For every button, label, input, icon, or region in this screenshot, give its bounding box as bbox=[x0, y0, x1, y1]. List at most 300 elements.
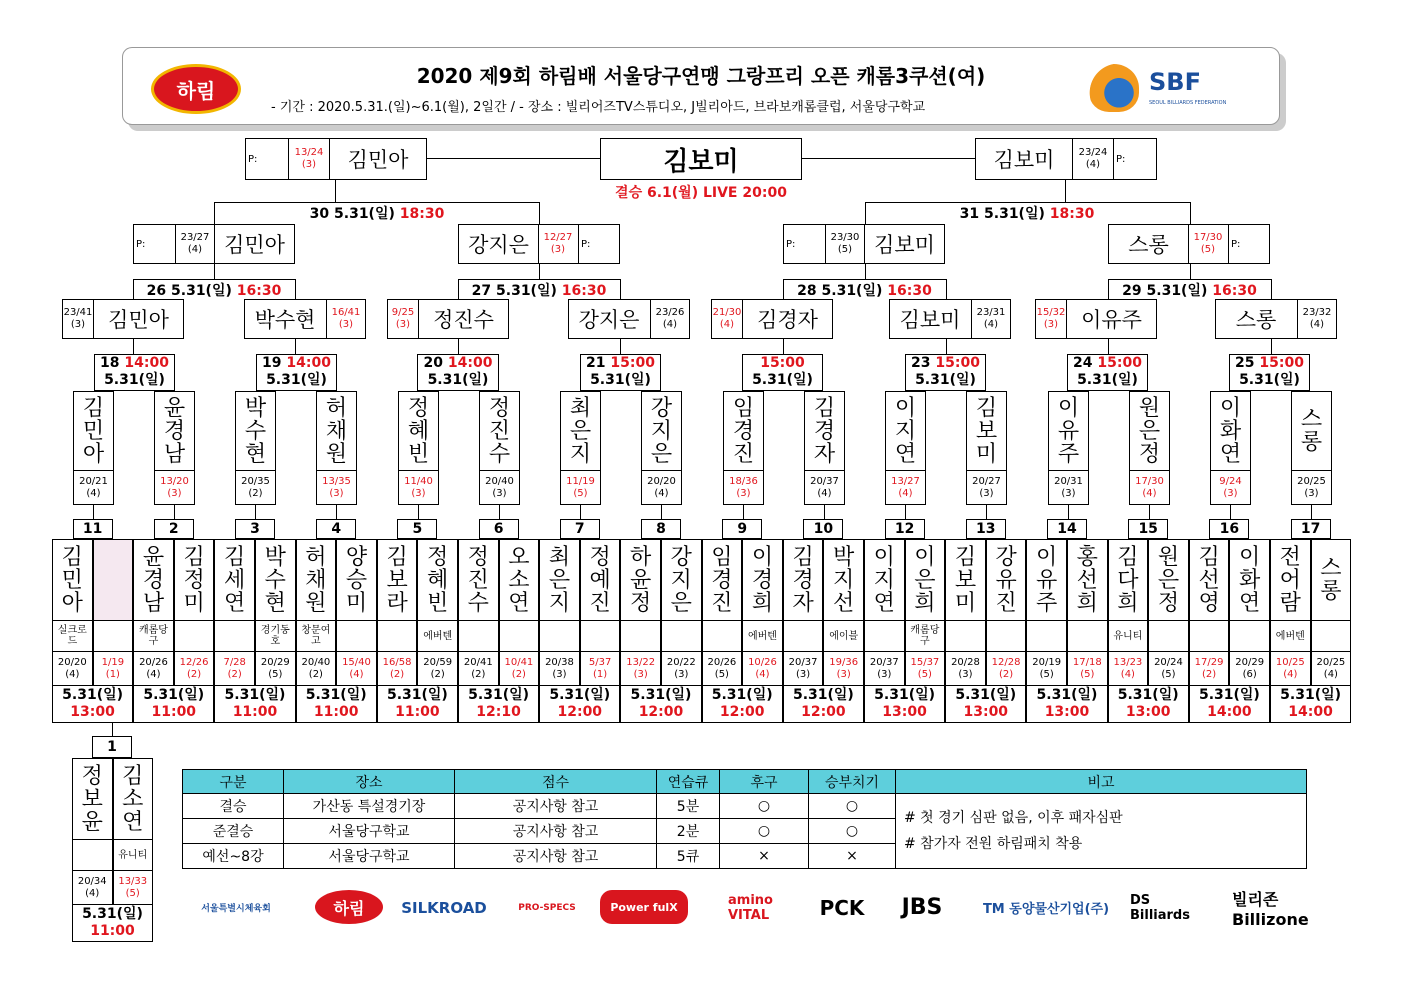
player-name: 김 선 영 bbox=[1198, 544, 1220, 616]
bracket-line bbox=[824, 505, 825, 519]
player-name: 김 소 연 bbox=[122, 763, 144, 835]
player-name: 임 경 진 bbox=[711, 544, 733, 616]
player-name: 이 유 주 bbox=[1057, 395, 1080, 467]
bracket-line bbox=[112, 723, 113, 736]
sponsor-logo: TM 동양물산기업(주) bbox=[982, 902, 1110, 917]
score-label: 15/32 (3) bbox=[1036, 307, 1066, 330]
bracket-line bbox=[427, 158, 600, 159]
player-name: 김민아 bbox=[224, 233, 285, 257]
player-name: 김경자 bbox=[757, 308, 818, 332]
player-name: 허 채 원 bbox=[305, 544, 327, 616]
score-label: 20/26 (5) bbox=[707, 656, 737, 680]
bracket-line bbox=[93, 505, 94, 519]
table-header: 후구 bbox=[720, 770, 809, 794]
score-label: 23/30 (5) bbox=[830, 232, 860, 255]
score-label: 20/26 (4) bbox=[139, 656, 168, 680]
match-number: 1 bbox=[107, 739, 117, 755]
player-name: 강 지 은 bbox=[650, 395, 673, 467]
score-label: 13/22 (3) bbox=[626, 656, 656, 680]
bracket-line bbox=[1108, 339, 1109, 354]
score-label: 20/37 (3) bbox=[869, 656, 899, 680]
match-time: 5.31(일) 11:00 bbox=[305, 687, 367, 720]
match-label: 20 14:00 5.31(일) bbox=[423, 355, 493, 388]
match-number: 10 bbox=[813, 521, 834, 537]
player-name: 박 수 현 bbox=[264, 544, 286, 616]
sponsor-logo: Power fulX bbox=[600, 890, 688, 924]
bracket-line bbox=[865, 202, 866, 224]
sponsor-logo: PCK bbox=[819, 895, 865, 920]
bracket-line bbox=[1311, 505, 1312, 519]
score-label: 20/38 (3) bbox=[545, 656, 574, 680]
score-label: 20/27 (3) bbox=[972, 475, 1001, 499]
score-label: 17/18 (5) bbox=[1072, 656, 1102, 680]
bracket-line bbox=[288, 138, 289, 180]
page-subtitle: - 기간 : 2020.5.31.(일)~6.1(월), 2일간 / - 장소 : 빌리어즈TV스튜디오, J빌리아드, 브라보캐롬클럽, 서울당구학교 bbox=[271, 100, 926, 115]
match-time: 5.31(일) 11:00 bbox=[82, 906, 143, 939]
match-number: 4 bbox=[331, 521, 342, 537]
match-time: 5.31(일) 11:00 bbox=[386, 687, 448, 720]
score-label: 12/26 (2) bbox=[179, 656, 209, 680]
sponsor-logo: amino VITAL bbox=[728, 892, 773, 923]
player-name: 원 은 정 bbox=[1157, 544, 1180, 616]
score-label: 10/26 (4) bbox=[748, 656, 777, 680]
affiliation: 실크로드 bbox=[57, 625, 87, 647]
player-name: 김 민 아 bbox=[61, 544, 83, 616]
p-label: P: bbox=[786, 238, 796, 250]
player-name: 허 채 원 bbox=[325, 395, 348, 467]
player-name: 김 경 자 bbox=[813, 395, 836, 467]
final-label: 결승 6.1(월) LIVE 20:00 bbox=[615, 185, 787, 201]
score-label: 11/40 (3) bbox=[404, 475, 433, 499]
player-name: 전 어 람 bbox=[1279, 544, 1301, 616]
player-name: 김 보 미 bbox=[975, 395, 998, 467]
affiliation bbox=[459, 621, 498, 651]
score-label: 20/22 (3) bbox=[666, 656, 696, 680]
sponsor-logo: 하림 bbox=[315, 890, 383, 924]
affiliation bbox=[581, 621, 620, 651]
sponsor-logo: SILKROAD bbox=[401, 898, 487, 917]
bracket-line bbox=[539, 264, 540, 279]
affiliation bbox=[784, 621, 823, 651]
score-label: 18/36 (3) bbox=[729, 475, 758, 499]
table-cell: 서울당구학교 bbox=[284, 819, 455, 844]
bracket-line bbox=[905, 505, 906, 519]
score-label: 20/28 (3) bbox=[951, 656, 980, 680]
affiliation bbox=[73, 840, 112, 870]
match-label: 18 14:00 5.31(일) bbox=[100, 355, 169, 388]
score-label: 20/40 (3) bbox=[485, 475, 514, 499]
affiliation: 캐롬당구 bbox=[910, 625, 940, 647]
player-name: 김민아 bbox=[108, 308, 169, 332]
player-name: 원 은 정 bbox=[1138, 395, 1161, 467]
score-label: 1/19 (1) bbox=[101, 656, 125, 680]
affiliation: 에버텐 bbox=[1275, 630, 1305, 642]
match-time: 5.31(일) 13:00 bbox=[1036, 687, 1098, 720]
score-label: 20/25 (4) bbox=[1316, 656, 1346, 680]
bracket-line bbox=[1230, 505, 1231, 519]
player-name: 정 보 윤 bbox=[81, 763, 103, 835]
flame-icon bbox=[1089, 64, 1139, 112]
score-label: 20/19 (5) bbox=[1032, 656, 1062, 680]
match-label: 28 5.31(일) 16:30 bbox=[797, 283, 932, 299]
match-number: 9 bbox=[737, 521, 748, 537]
affiliation bbox=[1230, 621, 1269, 651]
table-cell: ○ bbox=[809, 794, 896, 819]
affiliation bbox=[1068, 621, 1107, 651]
table-header: 연습큐 bbox=[657, 770, 720, 794]
player-name: 스롱 bbox=[1128, 233, 1169, 257]
match-label: 30 5.31(일) 18:30 bbox=[309, 206, 445, 222]
player-name: 김 정 미 bbox=[183, 544, 205, 616]
table-cell: ○ bbox=[720, 819, 809, 844]
affiliation bbox=[703, 621, 742, 651]
match-time: 5.31(일) 12:10 bbox=[468, 687, 530, 720]
score-label: 11/19 (5) bbox=[566, 475, 595, 499]
bracket-line bbox=[539, 202, 540, 224]
header-banner bbox=[122, 47, 1280, 125]
match-number: 17 bbox=[1300, 521, 1321, 537]
affiliation: 에버텐 bbox=[747, 630, 777, 642]
score-label: 17/30 (4) bbox=[1135, 475, 1164, 499]
score-label: 20/34 (4) bbox=[77, 875, 107, 899]
match-label: 26 5.31(일) 16:30 bbox=[146, 283, 282, 299]
match-number: 8 bbox=[656, 521, 666, 537]
player-name: 강지은 bbox=[468, 233, 529, 257]
score-label: 23/31 (4) bbox=[976, 307, 1006, 330]
match-label: 29 5.31(일) 16:30 bbox=[1122, 283, 1257, 299]
p-label: P: bbox=[136, 238, 146, 250]
score-label: 17/30 (5) bbox=[1193, 232, 1223, 255]
match-label: 19 14:00 5.31(일) bbox=[262, 355, 331, 388]
table-cell: 공지사항 참고 bbox=[455, 844, 657, 869]
score-label: 15/40 (4) bbox=[342, 656, 371, 680]
score-label: 20/29 (6) bbox=[1235, 656, 1265, 680]
score-label: 20/21 (4) bbox=[79, 475, 108, 499]
bracket-line bbox=[946, 339, 947, 354]
affiliation bbox=[175, 621, 214, 651]
match-number: 3 bbox=[250, 521, 260, 537]
affiliation bbox=[337, 621, 376, 651]
bracket-line bbox=[255, 505, 256, 519]
affiliation bbox=[500, 621, 539, 651]
score-label: 13/24 (3) bbox=[294, 147, 324, 170]
score-label: 13/23 (4) bbox=[1113, 656, 1143, 680]
match-time: 5.31(일) 12:00 bbox=[711, 687, 773, 720]
match-label: 31 5.31(일) 18:30 bbox=[959, 206, 1095, 222]
score-label: 23/27 (4) bbox=[180, 232, 210, 255]
table-cell: 서울당구학교 bbox=[284, 844, 455, 869]
score-label: 20/35 (2) bbox=[241, 475, 270, 499]
score-label: 20/20 (4) bbox=[647, 475, 676, 499]
bracket-line bbox=[1065, 180, 1066, 202]
affiliation: 유니티 bbox=[1113, 630, 1143, 642]
score-label: 12/27 (3) bbox=[543, 232, 573, 255]
affiliation bbox=[94, 621, 133, 651]
score-label: 20/59 (2) bbox=[423, 656, 453, 680]
match-number: 2 bbox=[168, 521, 179, 537]
affiliation bbox=[540, 621, 579, 651]
affiliation: 에이블 bbox=[829, 630, 859, 642]
score-label: 19/36 (3) bbox=[829, 656, 859, 680]
match-label: 15:00 5.31(일) bbox=[752, 355, 813, 388]
bracket-line bbox=[661, 505, 662, 519]
player-name: 박수현 bbox=[254, 308, 316, 332]
player-name: 김 보 미 bbox=[954, 544, 977, 616]
table-cell: 공지사항 참고 bbox=[455, 819, 657, 844]
bracket-line bbox=[295, 339, 296, 354]
bracket-line bbox=[783, 339, 784, 354]
bracket-line bbox=[1068, 505, 1069, 519]
match-label: 21 15:00 5.31(일) bbox=[586, 355, 655, 388]
match-time: 5.31(일) 12:00 bbox=[549, 687, 611, 720]
affiliation: 캐롬당구 bbox=[138, 625, 168, 647]
match-number: 6 bbox=[493, 521, 504, 537]
player-name: 김 세 연 bbox=[224, 544, 246, 616]
player-name: 김민아 bbox=[347, 148, 409, 172]
notes-cell: # 첫 경기 심판 없음, 이후 패자심판 # 참가자 전원 하림패치 착용 bbox=[896, 794, 1307, 869]
score-label: 10/41 (2) bbox=[504, 656, 534, 680]
table-cell: ○ bbox=[809, 819, 896, 844]
match-number: 13 bbox=[976, 521, 996, 537]
sponsor-bar bbox=[180, 885, 1330, 930]
player-name: 이 경 희 bbox=[751, 544, 774, 616]
player-name: 스롱 bbox=[1235, 308, 1277, 332]
p-label: P: bbox=[1116, 153, 1126, 165]
table-cell: × bbox=[809, 844, 896, 869]
score-label: 16/41 (3) bbox=[331, 307, 361, 330]
bracket-line bbox=[1149, 505, 1150, 519]
p-label: P: bbox=[1231, 238, 1241, 250]
bracket-line bbox=[214, 264, 215, 279]
score-label: 13/27 (4) bbox=[891, 475, 920, 499]
sponsor-logo: 빌리존 Billizone bbox=[1232, 889, 1309, 929]
match-time: 5.31(일) 11:00 bbox=[224, 687, 286, 720]
score-label: 21/30 (4) bbox=[712, 307, 742, 330]
player-name: 이유주 bbox=[1081, 308, 1142, 332]
match-time: 5.31(일) 13:00 bbox=[874, 687, 936, 720]
player-name: 김보미 bbox=[874, 233, 935, 257]
score-label: 15/37 (5) bbox=[910, 656, 940, 680]
affiliation: 에버텐 bbox=[423, 630, 453, 642]
score-label: 20/31 (3) bbox=[1054, 475, 1083, 499]
champion-name: 김보미 bbox=[663, 146, 739, 177]
match-number: 5 bbox=[412, 521, 423, 537]
match-number: 16 bbox=[1219, 521, 1240, 537]
sponsor-logo: 서울특별시체육회 bbox=[201, 904, 271, 914]
p-label: P: bbox=[581, 238, 591, 250]
match-time: 5.31(일) 14:00 bbox=[1198, 687, 1260, 720]
bracket-line bbox=[743, 505, 744, 519]
player-name: 홍 선 희 bbox=[1076, 544, 1098, 616]
table-header: 구분 bbox=[183, 770, 284, 794]
bracket-line bbox=[418, 505, 419, 519]
table-cell: × bbox=[720, 844, 809, 869]
player-name: 윤 경 남 bbox=[142, 544, 165, 616]
match-time: 5.31(일) 13:00 bbox=[1117, 687, 1179, 720]
player-name: 스 롱 bbox=[1320, 556, 1342, 604]
bracket-line bbox=[802, 158, 975, 159]
player-name: 강 지 은 bbox=[670, 544, 692, 616]
player-name: 이 은 희 bbox=[914, 544, 936, 616]
score-label: 9/25 (3) bbox=[391, 307, 415, 330]
table-cell: 2분 bbox=[657, 819, 720, 844]
player-name: 김 다 희 bbox=[1117, 544, 1139, 616]
match-number: 7 bbox=[574, 521, 585, 537]
score-label: 13/35 (3) bbox=[322, 475, 351, 499]
affiliation bbox=[1190, 621, 1229, 651]
player-name: 박 수 현 bbox=[244, 395, 267, 467]
match-label: 25 15:00 5.31(일) bbox=[1235, 355, 1304, 388]
score-label: 20/24 (5) bbox=[1154, 656, 1183, 680]
table-cell: 준결승 bbox=[183, 819, 284, 844]
score-label: 20/20 (4) bbox=[57, 656, 87, 680]
score-label: 16/58 (2) bbox=[382, 656, 412, 680]
player-name: 김보미 bbox=[993, 148, 1055, 172]
player-name: 오 소 연 bbox=[508, 544, 530, 616]
match-number: 12 bbox=[894, 521, 915, 537]
affiliation: 유니티 bbox=[118, 849, 148, 861]
affiliation bbox=[1027, 621, 1066, 651]
affiliation bbox=[946, 621, 985, 651]
affiliation bbox=[987, 621, 1026, 651]
score-label: 5/37 (1) bbox=[588, 656, 612, 680]
score-label: 9/24 (3) bbox=[1219, 475, 1242, 499]
player-name: 정 혜 빈 bbox=[427, 544, 449, 616]
bracket-line bbox=[1190, 202, 1191, 224]
table-cell: ○ bbox=[720, 794, 809, 819]
player-name: 김 경 자 bbox=[792, 544, 814, 616]
player-name: 강 유 진 bbox=[995, 544, 1017, 616]
bracket-line bbox=[174, 505, 175, 519]
score-label: 20/25 (3) bbox=[1297, 475, 1326, 499]
match-label: 23 15:00 5.31(일) bbox=[911, 355, 980, 388]
score-label: 17/29 (2) bbox=[1194, 656, 1224, 680]
affiliation bbox=[662, 621, 701, 651]
player-name: 박 지 선 bbox=[833, 544, 855, 616]
player-name bbox=[93, 541, 134, 619]
player-name: 김보미 bbox=[899, 308, 961, 332]
bracket-line bbox=[620, 339, 621, 354]
sponsor-logo: PRO-SPECS bbox=[518, 902, 576, 913]
player-name: 이 화 연 bbox=[1239, 544, 1261, 616]
table-cell: 가산동 특설경기장 bbox=[284, 794, 455, 819]
bracket-line bbox=[214, 202, 215, 224]
affiliation bbox=[378, 621, 417, 651]
score-label: 23/26 (4) bbox=[655, 307, 685, 330]
player-name: 이 지 연 bbox=[873, 544, 895, 616]
table-header: 비고 bbox=[896, 770, 1307, 794]
player-name: 윤 경 남 bbox=[163, 395, 186, 467]
score-label: 10/25 (4) bbox=[1275, 656, 1305, 680]
match-time: 5.31(일) 12:00 bbox=[630, 687, 692, 720]
player-name: 김 민 아 bbox=[82, 395, 105, 467]
harim-logo: 하림 bbox=[151, 64, 241, 114]
score-label: 20/40 (2) bbox=[301, 656, 331, 680]
table-header: 점수 bbox=[455, 770, 657, 794]
score-label: 20/41 (2) bbox=[463, 656, 493, 680]
player-name: 이 지 연 bbox=[894, 395, 917, 467]
match-label: 24 15:00 5.31(일) bbox=[1073, 355, 1142, 388]
match-time: 5.31(일) 11:00 bbox=[143, 687, 205, 720]
score-label: 12/28 (2) bbox=[991, 656, 1021, 680]
player-name: 이 유 주 bbox=[1036, 544, 1058, 616]
bracket-line bbox=[580, 505, 581, 519]
p-label: P: bbox=[248, 153, 258, 165]
player-name: 최 은 지 bbox=[569, 395, 592, 467]
player-name: 이 화 연 bbox=[1219, 395, 1242, 467]
player-name: 김 보 라 bbox=[386, 544, 408, 616]
bracket-line bbox=[1190, 264, 1191, 279]
table-cell: 5큐 bbox=[657, 844, 720, 869]
score-label: 20/37 (4) bbox=[810, 475, 839, 499]
player-name: 임 경 진 bbox=[732, 395, 755, 467]
bracket-line bbox=[499, 505, 500, 519]
score-label: 13/33 (5) bbox=[118, 875, 148, 899]
affiliation bbox=[621, 621, 660, 651]
match-time: 5.31(일) 14:00 bbox=[1280, 687, 1342, 720]
match-number: 14 bbox=[1057, 521, 1077, 537]
match-number: 15 bbox=[1138, 521, 1158, 537]
score-label: 23/41 (3) bbox=[63, 307, 93, 330]
match-number: 11 bbox=[82, 521, 103, 537]
bracket-line bbox=[458, 339, 459, 354]
sponsor-logo: JBS bbox=[901, 895, 943, 920]
table-header: 장소 bbox=[284, 770, 455, 794]
table-cell: 예선~8강 bbox=[183, 844, 284, 869]
bracket-line bbox=[336, 505, 337, 519]
player-name: 스 롱 bbox=[1300, 407, 1323, 455]
affiliation: 경기동호 bbox=[260, 625, 290, 647]
player-name: 정 혜 빈 bbox=[407, 395, 430, 467]
bracket-line bbox=[335, 180, 336, 202]
table-cell: 결승 bbox=[183, 794, 284, 819]
score-label: 7/28 (2) bbox=[223, 656, 246, 680]
match-label: 27 5.31(일) 16:30 bbox=[471, 283, 607, 299]
match-time: 5.31(일) 13:00 bbox=[955, 687, 1017, 720]
match-time: 5.31(일) 12:00 bbox=[792, 687, 854, 720]
table-header: 승부치기 bbox=[809, 770, 896, 794]
bracket-line bbox=[986, 505, 987, 519]
table-row bbox=[183, 794, 1307, 819]
sponsor-logo: DS Billiards bbox=[1130, 892, 1190, 923]
bracket-line bbox=[1271, 339, 1272, 354]
player-name: 양 승 미 bbox=[345, 544, 368, 616]
match-time: 5.31(일) 13:00 bbox=[62, 687, 124, 720]
bracket-line bbox=[865, 264, 866, 279]
table-cell: 공지사항 참고 bbox=[455, 794, 657, 819]
score-label: 13/20 (3) bbox=[160, 475, 189, 499]
affiliation bbox=[1149, 621, 1188, 651]
player-name: 정진수 bbox=[433, 308, 494, 332]
score-label: 23/24 (4) bbox=[1078, 147, 1108, 170]
player-name: 정 예 진 bbox=[589, 544, 611, 616]
affiliation bbox=[865, 621, 904, 651]
score-label: 20/29 (5) bbox=[260, 656, 290, 680]
player-name: 정 진 수 bbox=[467, 544, 489, 616]
score-label: 23/32 (4) bbox=[1302, 307, 1332, 330]
bracket-line bbox=[133, 339, 134, 354]
sbf-logo: SBF SEOUL BILLIARDS FEDERATION bbox=[1085, 62, 1235, 112]
table-cell: 5분 bbox=[657, 794, 720, 819]
player-name: 하 윤 정 bbox=[630, 544, 652, 616]
info-table bbox=[182, 769, 1307, 869]
player-name: 최 은 지 bbox=[548, 544, 571, 616]
player-name: 정 진 수 bbox=[488, 395, 511, 467]
affiliation: 창문여고 bbox=[301, 625, 331, 647]
player-name: 강지은 bbox=[578, 308, 640, 332]
affiliation bbox=[215, 621, 254, 651]
page-title: 2020 제9회 하림배 서울당구연맹 그랑프리 오픈 캐롬3쿠션(여) bbox=[416, 64, 986, 88]
